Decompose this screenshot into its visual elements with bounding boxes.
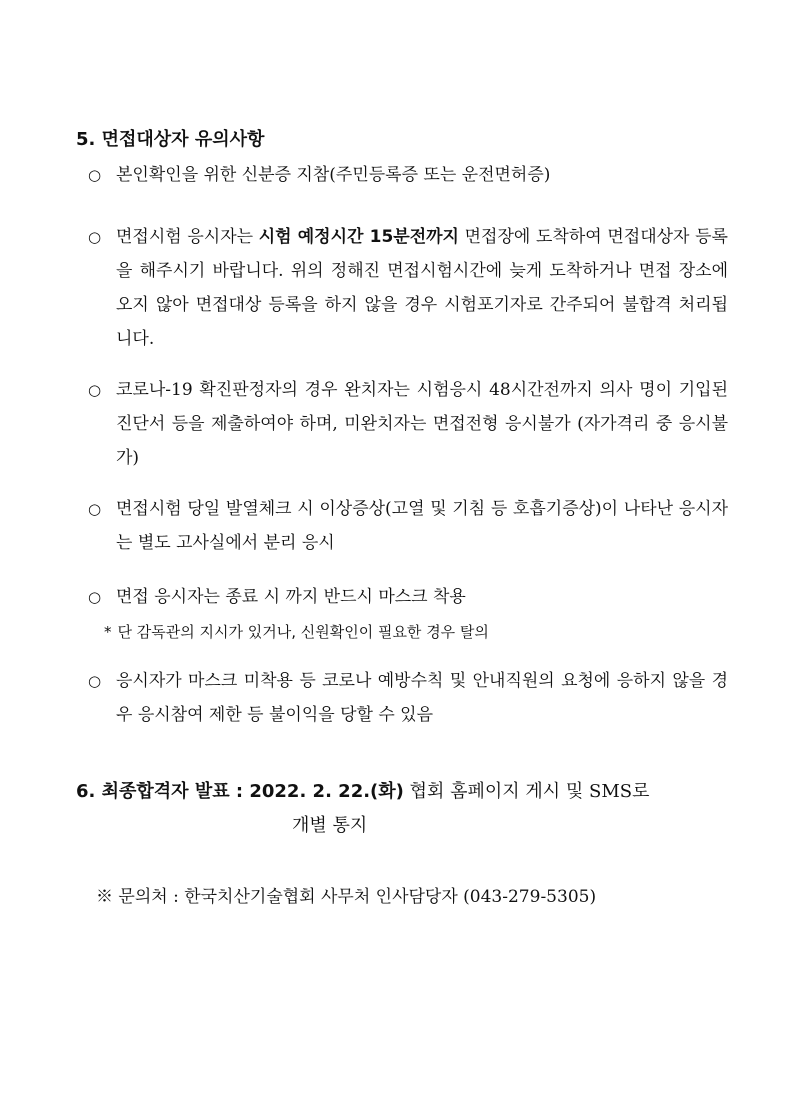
note-text: 단 감독관의 지시가 있거나, 신원확인이 필요한 경우 탈의 — [117, 623, 489, 641]
bullet-circle-icon: ○ — [88, 588, 102, 606]
bullet-text-pre: 면접시험 응시자는 — [116, 227, 259, 247]
section-6-text-line2: 개별 통지 — [292, 815, 368, 836]
bullet-text — [116, 220, 728, 356]
bullet-fever-check — [88, 492, 728, 560]
bullet-text: 면접시험 당일 발열체크 시 이상증상(고열 및 기침 등 호흡기증상)이 나타난 응시자는 별도 고사실에서 분리 응시 — [116, 499, 728, 553]
contact-info: ※ 문의처 : 한국치산기술협회 사무처 인사담당자 (043-279-5305) — [96, 887, 597, 907]
mask-note — [104, 620, 489, 644]
bullet-text: 코로나-19 확진판정자의 경우 완치자는 시험응시 48시간전까지 의사 명이 기입된 진단서 등을 제출하여야 하며, 미완치자는 면접전형 응시불가 (자가격리 중 응시불가) — [116, 380, 728, 468]
bullet-text: 응시자가 마스크 미착용 등 코로나 예방수칙 및 안내직원의 요청에 응하지 않을 경우 응시참여 제한 등 불이익을 당할 수 있음 — [116, 671, 728, 725]
bullet-circle-icon: ○ — [88, 672, 102, 690]
bullet-circle-icon: ○ — [88, 381, 102, 399]
bullet-text: 면접 응시자는 종료 시 까지 반드시 마스크 착용 — [116, 587, 466, 607]
bullet-id-check — [88, 158, 728, 192]
section-6-text: 협회 홈페이지 게시 및 SMS로 — [403, 781, 650, 802]
section-6-heading: 6. 최종합격자 발표 : 2022. 2. 22.(화) — [76, 781, 404, 802]
bullet-arrival-time — [88, 220, 728, 356]
bullet-circle-icon: ○ — [88, 500, 102, 518]
bullet-mask — [88, 580, 728, 614]
bullet-noncompliance — [88, 664, 728, 732]
bullet-text-emphasis: 시험 예정시간 15분전까지 — [258, 227, 459, 247]
note-asterisk-icon: * — [104, 623, 112, 641]
bullet-circle-icon: ○ — [88, 228, 102, 246]
bullet-circle-icon: ○ — [88, 166, 102, 184]
section-6-final-result — [76, 775, 726, 843]
bullet-text-post: 면접장에 도착하여 면접대상자 등록을 해주시기 바랍니다. 위의 정해진 면접시험시간에 늦게 도착하거나 면접 장소에 오지 않아 면접대상 등록을 하지 않을 경우 시험포기자로 간주되어 불합격 처리됩니다. — [116, 227, 728, 349]
section-5-heading: 5. 면접대상자 유의사항 — [76, 129, 265, 150]
bullet-covid-confirmed — [88, 373, 728, 475]
bullet-text: 본인확인을 위한 신분증 지참(주민등록증 또는 운전면허증) — [116, 165, 551, 185]
